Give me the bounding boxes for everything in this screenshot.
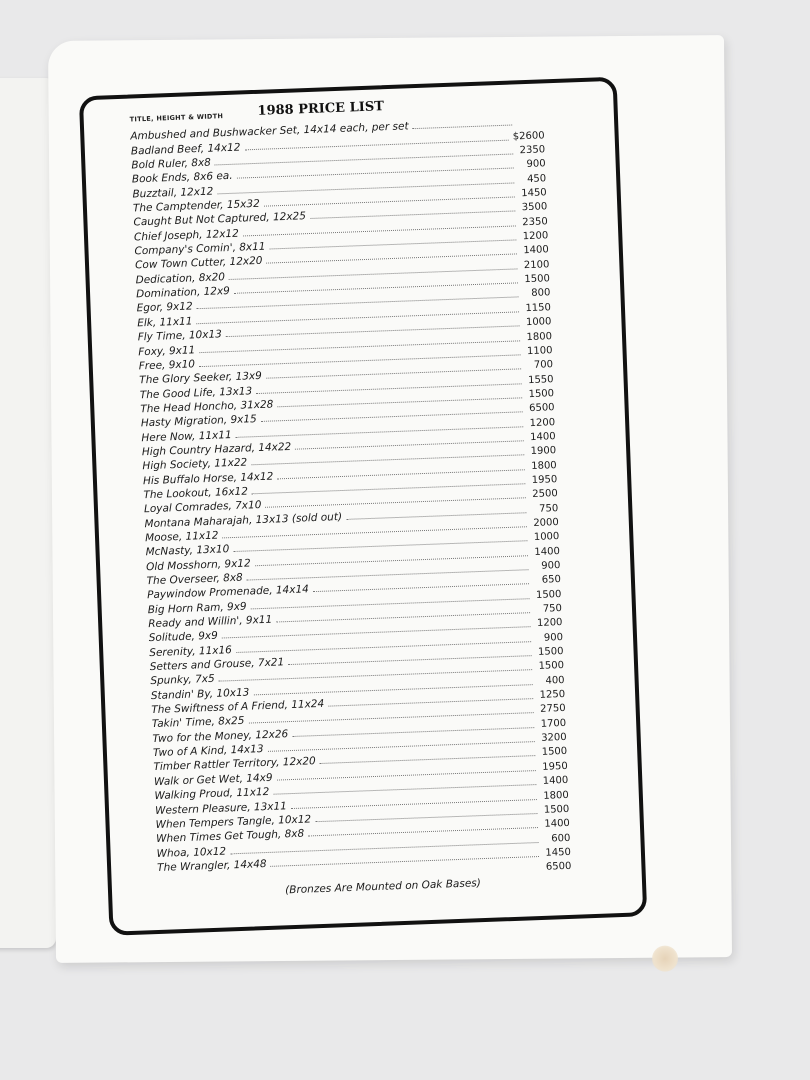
item-price: 1400 [544, 818, 571, 830]
item-price: 1500 [524, 273, 551, 286]
item-price: 1200 [536, 617, 563, 630]
item-name: Elk, 11x11 [136, 315, 193, 330]
item-name: Walk or Get Wet, 14x9 [153, 771, 273, 788]
item-price: 1500 [543, 803, 570, 816]
item-price: 2350 [519, 144, 546, 157]
item-price: 1000 [533, 531, 560, 544]
item-name: Book Ends, 8x6 ea. [131, 170, 233, 186]
item-name: Paywindow Promenade, 14x14 [146, 583, 310, 602]
item-price: 1400 [542, 775, 569, 787]
item-name: Montana Maharajah, 13x13 (sold out) [144, 510, 343, 530]
item-name: When Times Get Tough, 8x8 [155, 827, 305, 846]
item-price: 1400 [523, 244, 550, 257]
item-name: The Good Life, 13x13 [139, 384, 253, 401]
item-price: $2600 [512, 130, 545, 143]
item-price: 1400 [534, 545, 561, 558]
item-name: Western Pleasure, 13x11 [154, 799, 288, 817]
item-name: Two of A Kind, 14x13 [152, 743, 264, 760]
item-price: 650 [541, 574, 562, 587]
item-name: Spunky, 7x5 [150, 673, 215, 688]
item-name: Fly Time, 10x13 [137, 328, 223, 344]
item-price: 1500 [541, 746, 568, 759]
item-name: Hasty Migration, 9x15 [140, 413, 257, 430]
left-facing-page [0, 78, 56, 948]
item-name: Serenity, 11x16 [149, 643, 233, 659]
item-name: Buzztail, 12x12 [132, 185, 214, 201]
paper-stain [652, 946, 678, 972]
item-name: The Lookout, 16x12 [143, 485, 249, 502]
item-name: His Buffalo Horse, 14x12 [142, 470, 274, 487]
item-price: 1450 [521, 187, 547, 200]
item-price: 1800 [543, 789, 569, 802]
item-price: 1900 [530, 445, 557, 458]
item-name: McNasty, 13x10 [145, 543, 230, 559]
item-price: 900 [541, 560, 561, 572]
item-name: Two for the Money, 12x26 [152, 727, 289, 745]
item-name: The Wrangler, 14x48 [156, 857, 267, 874]
item-price: 2000 [533, 517, 559, 529]
item-name: The Swiftness of A Friend, 11x24 [151, 697, 325, 717]
item-name: Here Now, 11x11 [141, 428, 232, 444]
item-price: 800 [531, 287, 551, 300]
item-name: Old Mosshorn, 9x12 [145, 557, 251, 573]
item-name: Loyal Comrades, 7x10 [143, 499, 262, 516]
item-price: 1100 [526, 345, 553, 357]
item-name: Ambushed and Bushwacker Set, 14x14 each, per set [130, 120, 409, 143]
item-name: Egor, 9x12 [136, 300, 193, 315]
item-price: 1150 [525, 302, 552, 314]
item-name: Badland Beef, 14x12 [130, 141, 241, 158]
item-name: High Country Hazard, 14x22 [141, 440, 292, 459]
price-list-content [129, 93, 572, 901]
item-price: 1700 [540, 717, 567, 730]
item-price: 1200 [522, 230, 549, 243]
booklet-page [48, 35, 732, 963]
item-price: 1800 [531, 459, 557, 472]
item-name: Cow Town Cutter, 12x20 [134, 255, 263, 272]
item-name: Moose, 11x12 [144, 529, 219, 545]
footer-note: (Bronzes Are Mounted on Oak Bases) [284, 877, 482, 897]
item-price: 2350 [522, 216, 548, 228]
item-price: 1500 [528, 388, 555, 400]
item-name: High Society, 11x22 [142, 456, 248, 473]
item-price: 1800 [526, 330, 553, 343]
item-name: Free, 9x10 [138, 358, 196, 373]
item-price: 750 [542, 603, 563, 615]
item-name: Big Horn Ram, 9x9 [147, 600, 247, 616]
item-price: 1450 [545, 846, 572, 859]
item-price: 2750 [539, 703, 566, 716]
item-price: 3200 [541, 732, 567, 744]
item-price: 3500 [521, 201, 548, 214]
item-price: 400 [545, 674, 565, 687]
page-title: 1988 PRICE LIST [257, 99, 385, 119]
item-price: 1250 [539, 689, 566, 701]
item-name: The Camptender, 15x32 [132, 197, 260, 215]
item-price: 1400 [529, 431, 556, 443]
item-name: Foxy, 9x11 [138, 343, 196, 358]
item-name: When Tempers Tangle, 10x12 [155, 813, 312, 831]
item-name: Takin' Time, 8x25 [151, 715, 245, 731]
item-name: The Head Honcho, 31x28 [140, 398, 274, 416]
item-price: 1500 [537, 646, 564, 658]
item-name: Solitude, 9x9 [148, 630, 219, 645]
item-price: 900 [543, 631, 564, 644]
item-price: 900 [526, 158, 546, 171]
item-price: 1000 [525, 316, 552, 329]
item-price: 1950 [531, 474, 558, 486]
item-name: Chief Joseph, 12x12 [133, 227, 239, 244]
item-price: 1950 [542, 760, 568, 773]
price-list [130, 113, 572, 888]
item-price: 600 [551, 832, 571, 845]
item-price: 750 [538, 502, 559, 515]
item-name: Domination, 12x9 [135, 285, 231, 301]
item-price: 1500 [535, 588, 562, 601]
item-name: The Glory Seeker, 13x9 [139, 370, 263, 387]
item-price: 6500 [528, 402, 555, 415]
item-price: 1500 [538, 660, 565, 673]
item-name: Caught But Not Captured, 12x25 [133, 210, 307, 229]
item-name: The Overseer, 8x8 [146, 571, 243, 588]
item-price: 1550 [527, 373, 554, 386]
item-name: Setters and Grouse, 7x21 [149, 656, 285, 674]
item-name: Walking Proud, 11x12 [154, 786, 270, 803]
item-price: 700 [533, 359, 554, 372]
item-name: Timber Rattler Territory, 12x20 [153, 755, 316, 774]
item-price: 6500 [545, 861, 572, 873]
item-price: 2500 [532, 488, 558, 501]
item-name: Ready and Willin', 9x11 [148, 613, 273, 631]
item-price: 2100 [523, 259, 550, 271]
item-price: 1200 [529, 416, 556, 429]
item-name: Company's Comin', 8x11 [134, 240, 266, 258]
column-label: TITLE, HEIGHT & WIDTH [129, 112, 224, 124]
item-price: 450 [526, 173, 547, 185]
item-name: Dedication, 8x20 [135, 270, 226, 287]
item-name: Whoa, 10x12 [156, 845, 227, 860]
item-name: Standin' By, 10x13 [150, 686, 250, 702]
item-name: Bold Ruler, 8x8 [131, 156, 212, 172]
price-list-frame [79, 77, 647, 936]
